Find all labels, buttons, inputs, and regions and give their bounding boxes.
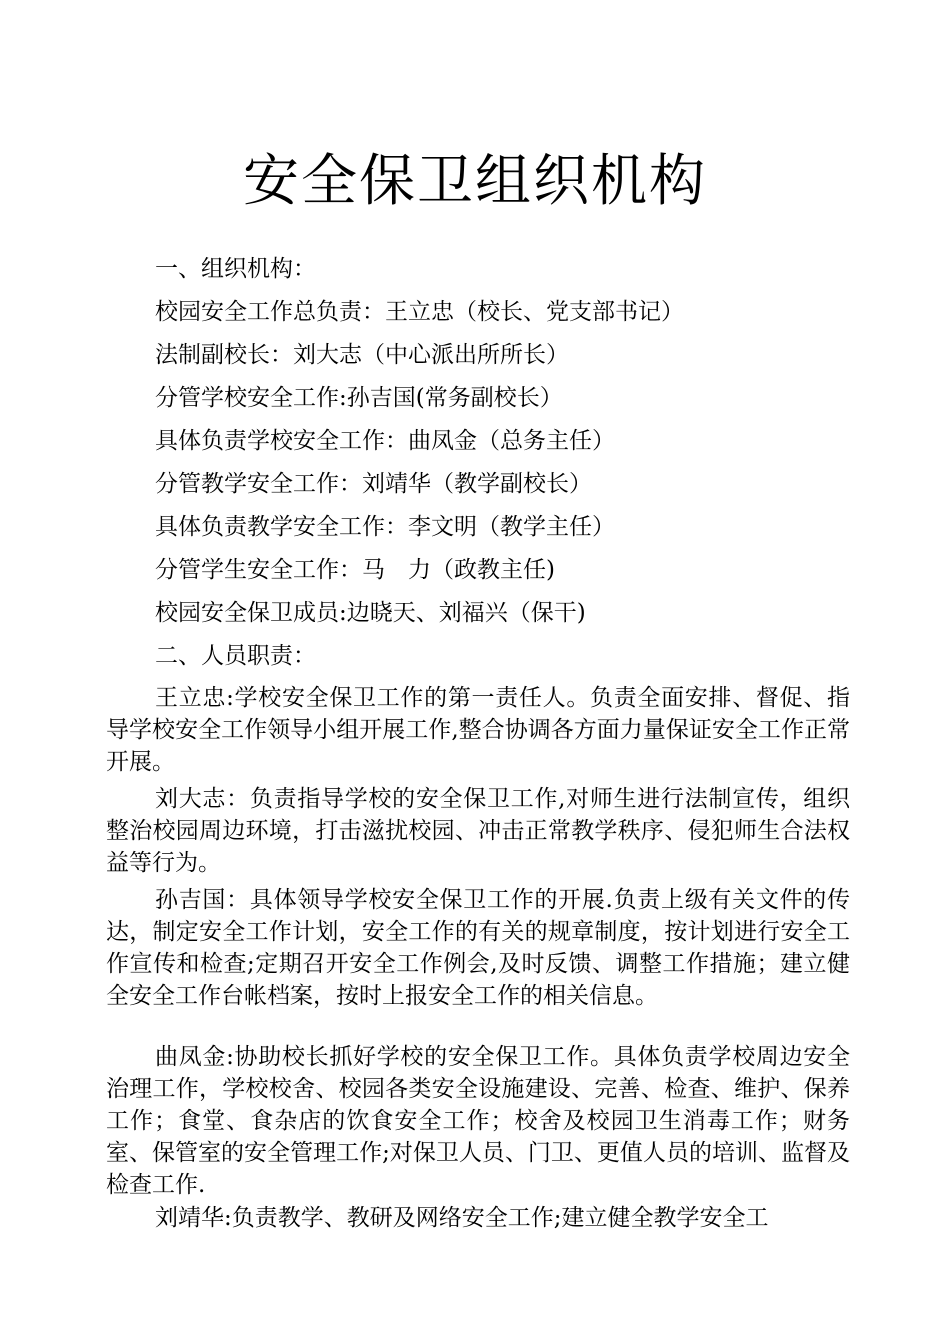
section-heading-duties: 二、人员职责： <box>155 643 316 669</box>
duty-paragraph: 刘靖华:负责教学、教研及网络安全工作;建立健全教学安全工 <box>155 1205 769 1231</box>
org-line: 法制副校长：刘大志（中心派出所所长） <box>155 342 569 368</box>
duty-paragraph: 王立忠:学校安全保卫工作的第一责任人。负责全面安排、督促、指导学校安全工作领导小组开展工作,整合协调各方面力量保证安全工作正常开展。 <box>106 685 850 775</box>
duty-paragraph: 孙吉国：具体领导学校安全保卫工作的开展.负责上级有关文件的传达，制定安全工作计划，安全工作的有关的规章制度，按计划进行安全工作宣传和检查;定期召开安全工作例会,及时反馈、调整工作措施；建立健全安全工作台帐档案，按时上报安全工作的相关信息。 <box>106 887 850 1009</box>
page-title: 安全保卫组织机构 <box>243 149 707 214</box>
section-heading-organization: 一、组织机构： <box>155 256 316 282</box>
org-line: 分管学校安全工作:孙吉国(常务副校长） <box>155 385 563 411</box>
org-line: 具体负责教学安全工作：李文明（教学主任） <box>155 514 615 540</box>
org-line: 分管教学安全工作：刘靖华（教学副校长） <box>155 471 592 497</box>
duty-paragraph: 刘大志：负责指导学校的安全保卫工作,对师生进行法制宣传，组织整治校园周边环境，打击滋扰校园、冲击正常教学秩序、侵犯师生合法权益等行为。 <box>106 786 850 876</box>
org-line: 分管学生安全工作：马 力（政教主任) <box>155 557 555 583</box>
org-line: 校园安全保卫成员:边晓天、刘福兴（保干) <box>155 600 586 626</box>
duty-paragraph: 曲凤金:协助校长抓好学校的安全保卫工作。具体负责学校周边安全治理工作，学校校舍、校园各类安全设施建设、完善、检查、维护、保养工作；食堂、食杂店的饮食安全工作；校舍及校园卫生消毒工作；财务室、保管室的安全管理工作;对保卫人员、门卫、更值人员的培训、监督及检查工作. <box>106 1044 850 1198</box>
org-line: 校园安全工作总负责：王立忠（校长、党支部书记） <box>155 299 684 325</box>
org-line: 具体负责学校安全工作：曲凤金（总务主任） <box>155 428 615 454</box>
